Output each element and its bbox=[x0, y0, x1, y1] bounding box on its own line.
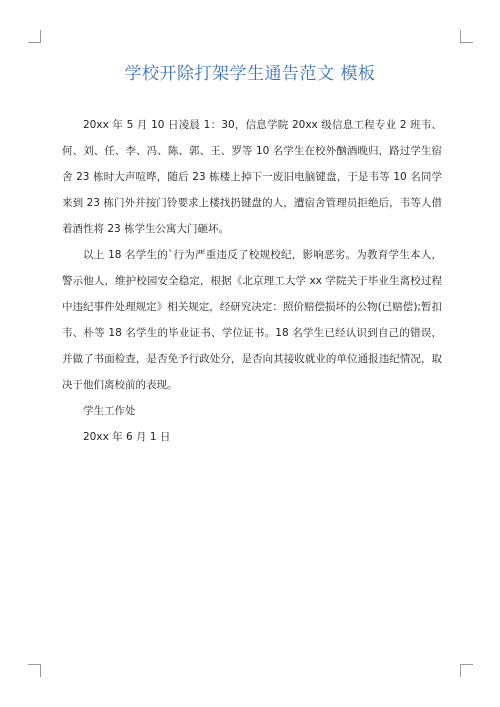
paragraph-decision: 以上 18 名学生的`行为严重违反了校规校纪，影响恶劣。为教育学生本人，警示他人，维护校园安全稳定，根据《北京理工大学 xx 学院关于毕业生离校过程中违纪事件处理规定》相关规定，经研究决定：照价赔偿损坏的公物(已赔偿);暂扣韦、朴等 18 名学生的毕业证书、学位证书。18 名学生已经认识到自己的错误，并做了书面检查，是否免予行政处分，是否向其接收就业的单位通报违纪情况，取决于他们离校前的表现。 bbox=[62, 249, 442, 391]
document-body bbox=[62, 112, 442, 450]
page-corner-mark-bottom-right bbox=[460, 664, 473, 677]
document-title: 学校开除打架学生通告范文 模板 bbox=[124, 64, 376, 84]
page-corner-mark-top-left bbox=[28, 30, 41, 43]
signature-department: 学生工作处 bbox=[83, 405, 136, 417]
paragraph-incident: 20xx 年 5 月 10 日凌晨 1：30，信息学院 20xx 级信息工程专业 2 班韦、何、刘、任、李、冯、陈、郭、王、罗等 10 名学生在校外酗酒晚归，路过学生宿舍 23 栋时大声喧哗，随后 23 栋楼上掉下一废旧电脑键盘，于是韦等 10 名同学来到 23 栋门外并按门铃要求上楼找扔键盘的人，遭宿舍管理员拒绝后，韦等人借着酒性将 23 栋学生公寓大门砸坏。 bbox=[62, 119, 442, 235]
page-corner-mark-top-right bbox=[460, 30, 473, 43]
signature-date: 20xx 年 6 月 1 日 bbox=[83, 431, 171, 443]
page-corner-mark-bottom-left bbox=[28, 664, 41, 677]
